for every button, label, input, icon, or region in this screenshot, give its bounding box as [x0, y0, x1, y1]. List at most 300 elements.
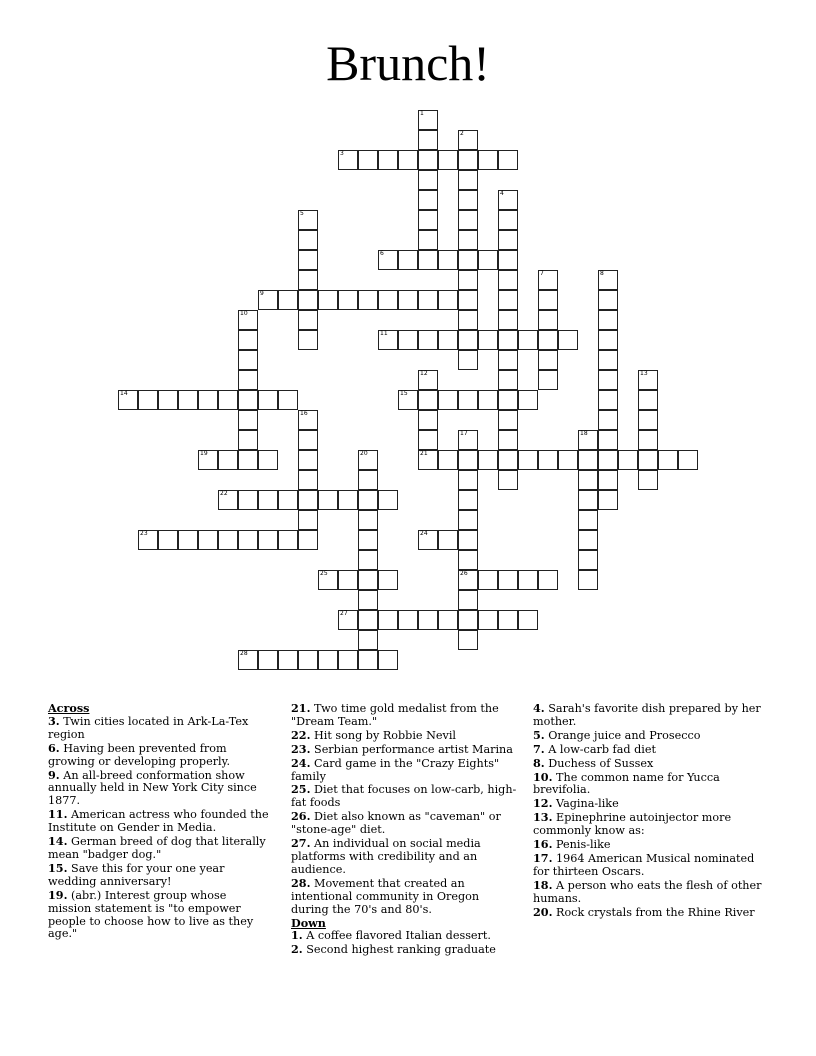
grid-cell[interactable]	[358, 490, 378, 510]
grid-cell[interactable]	[238, 350, 258, 370]
grid-cell[interactable]	[398, 290, 418, 310]
grid-cell[interactable]	[458, 170, 478, 190]
clue-text: The common name for Yucca brevifolia.	[533, 770, 720, 797]
grid-cell[interactable]	[598, 290, 618, 310]
clue-item	[533, 811, 763, 838]
grid-cell[interactable]	[238, 430, 258, 450]
clue-item	[291, 757, 519, 784]
grid-cell[interactable]	[458, 190, 478, 210]
grid-cell[interactable]	[478, 610, 498, 630]
grid-cell[interactable]	[438, 330, 458, 350]
clue-number-label: 9.	[48, 767, 60, 782]
grid-cell[interactable]	[358, 550, 378, 570]
grid-cell[interactable]	[478, 150, 498, 170]
clue-number: 5	[300, 210, 304, 217]
clue-number-label: 8.	[533, 755, 545, 770]
grid-cell[interactable]	[358, 290, 378, 310]
grid-cell[interactable]	[578, 510, 598, 530]
clue-number-label: 1.	[291, 928, 303, 943]
grid-cell[interactable]	[218, 490, 238, 510]
grid-cell[interactable]	[358, 590, 378, 610]
grid-cell[interactable]	[478, 450, 498, 470]
page-title: Brunch!	[326, 35, 490, 91]
clue-text: A coffee flavored Italian dessert.	[302, 929, 491, 943]
grid-cell[interactable]	[478, 390, 498, 410]
grid-cell[interactable]	[298, 470, 318, 490]
grid-cell[interactable]	[598, 370, 618, 390]
clue-text: A person who eats the flesh of other humans.	[533, 878, 762, 905]
clue-item	[48, 769, 270, 809]
grid-cell[interactable]	[498, 330, 518, 350]
grid-cell[interactable]	[398, 250, 418, 270]
grid-cell[interactable]	[458, 250, 478, 270]
grid-cell[interactable]	[298, 290, 318, 310]
clue-number-label: 10.	[533, 769, 553, 784]
clue-number: 18	[580, 430, 588, 437]
clue-number-label: 22.	[291, 727, 311, 742]
clue-item	[533, 702, 763, 729]
grid-cell[interactable]	[458, 550, 478, 570]
grid-cell[interactable]	[438, 530, 458, 550]
clue-number: 8	[600, 270, 604, 277]
grid-cell[interactable]	[258, 450, 278, 470]
grid-cell[interactable]	[438, 390, 458, 410]
grid-cell[interactable]	[418, 450, 438, 470]
grid-cell[interactable]	[418, 170, 438, 190]
grid-cell[interactable]	[498, 190, 518, 210]
clue-text: (abr.) Interest group whose mission statement is "to empower people to choose how to live as they age."	[48, 888, 254, 941]
grid-cell[interactable]	[498, 210, 518, 230]
grid-cell[interactable]	[338, 290, 358, 310]
clue-item	[533, 757, 763, 771]
grid-cell[interactable]	[538, 570, 558, 590]
clue-text: Having been prevented from growing or developing properly.	[48, 741, 231, 768]
grid-cell[interactable]	[418, 250, 438, 270]
grid-cell[interactable]	[378, 150, 398, 170]
grid-cell[interactable]	[298, 430, 318, 450]
grid-cell[interactable]	[218, 530, 238, 550]
grid-cell[interactable]	[358, 150, 378, 170]
grid-cell[interactable]	[518, 330, 538, 350]
grid-cell[interactable]	[278, 650, 298, 670]
clue-text: Diet also known as "caveman" or "stone-age" diet.	[291, 810, 501, 837]
clue-number-label: 4.	[533, 701, 545, 715]
grid-cell[interactable]	[598, 490, 618, 510]
clue-text: Orange juice and Prosecco	[544, 728, 701, 742]
clue-text: Second highest ranking graduate	[302, 943, 496, 957]
grid-cell[interactable]	[498, 370, 518, 390]
grid-cell[interactable]	[578, 530, 598, 550]
grid-cell[interactable]	[418, 130, 438, 150]
clue-item	[533, 879, 763, 906]
grid-cell[interactable]	[498, 390, 518, 410]
grid-cell[interactable]	[538, 310, 558, 330]
clue-item	[291, 877, 519, 917]
grid-cell[interactable]	[478, 570, 498, 590]
grid-cell[interactable]	[638, 410, 658, 430]
grid-cell[interactable]	[378, 490, 398, 510]
grid-cell[interactable]	[378, 250, 398, 270]
clue-text: American actress who founded the Institute on Gender in Media.	[48, 808, 269, 835]
grid-cell[interactable]	[458, 230, 478, 250]
grid-cell[interactable]	[458, 310, 478, 330]
clue-number-label: 2.	[291, 942, 303, 957]
grid-cell[interactable]	[458, 570, 478, 590]
clues-column-2	[291, 702, 519, 957]
clues-column-3	[533, 702, 763, 920]
grid-cell[interactable]	[518, 450, 538, 470]
grid-cell[interactable]	[318, 570, 338, 590]
grid-cell[interactable]	[458, 490, 478, 510]
grid-cell[interactable]	[318, 490, 338, 510]
grid-cell[interactable]	[598, 390, 618, 410]
clue-text: Hit song by Robbie Nevil	[310, 728, 456, 742]
grid-cell[interactable]	[538, 290, 558, 310]
grid-cell[interactable]	[138, 390, 158, 410]
grid-cell[interactable]	[358, 470, 378, 490]
grid-cell[interactable]	[458, 330, 478, 350]
grid-cell[interactable]	[298, 490, 318, 510]
clue-number: 14	[120, 390, 128, 397]
grid-cell[interactable]	[578, 450, 598, 470]
grid-cell[interactable]	[458, 130, 478, 150]
grid-cell[interactable]	[458, 150, 478, 170]
grid-cell[interactable]	[178, 390, 198, 410]
grid-cell[interactable]	[418, 210, 438, 230]
clue-number: 4	[500, 190, 504, 197]
grid-cell[interactable]	[538, 270, 558, 290]
clue-text: Rock crystals from the Rhine River	[552, 905, 755, 919]
clue-number: 13	[640, 370, 648, 377]
grid-cell[interactable]	[178, 530, 198, 550]
grid-cell[interactable]	[458, 590, 478, 610]
grid-cell[interactable]	[638, 470, 658, 490]
grid-cell[interactable]	[498, 350, 518, 370]
grid-cell[interactable]	[498, 290, 518, 310]
clue-number-label: 19.	[48, 887, 68, 902]
clue-item	[291, 810, 519, 837]
clue-text: Vagina-like	[552, 797, 619, 811]
clue-number: 25	[320, 570, 328, 577]
grid-cell[interactable]	[358, 610, 378, 630]
grid-cell[interactable]	[278, 490, 298, 510]
grid-cell[interactable]	[598, 330, 618, 350]
grid-cell[interactable]	[338, 490, 358, 510]
grid-cell[interactable]	[238, 330, 258, 350]
grid-cell[interactable]	[378, 650, 398, 670]
grid-cell[interactable]	[678, 450, 698, 470]
grid-cell[interactable]	[418, 330, 438, 350]
grid-cell[interactable]	[498, 230, 518, 250]
grid-cell[interactable]	[638, 430, 658, 450]
clue-text: An all-breed conformation show annually held in New York City since 1877.	[48, 768, 257, 808]
grid-cell[interactable]	[598, 310, 618, 330]
grid-cell[interactable]	[358, 630, 378, 650]
clue-item	[291, 729, 519, 743]
grid-cell[interactable]	[458, 270, 478, 290]
grid-cell[interactable]	[578, 550, 598, 570]
grid-cell[interactable]	[358, 450, 378, 470]
grid-cell[interactable]	[258, 650, 278, 670]
grid-cell[interactable]	[338, 150, 358, 170]
clue-item	[48, 835, 270, 862]
clue-number-label: 16.	[533, 837, 553, 852]
grid-cell[interactable]	[298, 330, 318, 350]
grid-cell[interactable]	[318, 650, 338, 670]
clue-text: Sarah's favorite dish prepared by her mother.	[533, 702, 761, 728]
clue-number: 16	[300, 410, 308, 417]
grid-cell[interactable]	[498, 470, 518, 490]
grid-cell[interactable]	[258, 390, 278, 410]
grid-cell[interactable]	[438, 150, 458, 170]
grid-cell[interactable]	[598, 450, 618, 470]
grid-cell[interactable]	[298, 410, 318, 430]
grid-cell[interactable]	[378, 290, 398, 310]
grid-cell[interactable]	[558, 330, 578, 350]
grid-cell[interactable]	[458, 210, 478, 230]
grid-cell[interactable]	[338, 650, 358, 670]
grid-cell[interactable]	[458, 510, 478, 530]
grid-cell[interactable]	[598, 270, 618, 290]
clue-item	[533, 771, 763, 798]
grid-cell[interactable]	[258, 290, 278, 310]
grid-cell[interactable]	[298, 310, 318, 330]
grid-cell[interactable]	[378, 610, 398, 630]
grid-cell[interactable]	[498, 310, 518, 330]
clue-text: Twin cities located in Ark-La-Tex region	[48, 714, 249, 741]
grid-cell[interactable]	[198, 450, 218, 470]
clue-text: Penis-like	[552, 838, 611, 852]
grid-cell[interactable]	[418, 370, 438, 390]
grid-cell[interactable]	[458, 450, 478, 470]
grid-cell[interactable]	[418, 290, 438, 310]
grid-cell[interactable]	[498, 250, 518, 270]
grid-cell[interactable]	[158, 390, 178, 410]
grid-cell[interactable]	[418, 390, 438, 410]
grid-cell[interactable]	[638, 370, 658, 390]
grid-cell[interactable]	[598, 470, 618, 490]
grid-cell[interactable]	[638, 390, 658, 410]
grid-cell[interactable]	[598, 350, 618, 370]
grid-cell[interactable]	[598, 410, 618, 430]
clue-number-label: 15.	[48, 860, 68, 875]
grid-cell[interactable]	[598, 430, 618, 450]
grid-cell[interactable]	[638, 450, 658, 470]
grid-cell[interactable]	[358, 530, 378, 550]
grid-cell[interactable]	[458, 530, 478, 550]
grid-cell[interactable]	[358, 570, 378, 590]
grid-cell[interactable]	[358, 510, 378, 530]
grid-cell[interactable]	[498, 150, 518, 170]
clue-item	[291, 929, 519, 943]
clue-number-label: 24.	[291, 755, 311, 770]
clue-number: 23	[140, 530, 148, 537]
grid-cell[interactable]	[438, 450, 458, 470]
grid-cell[interactable]	[258, 530, 278, 550]
clue-text: 1964 American Musical nominated for thirteen Oscars.	[533, 851, 755, 878]
grid-cell[interactable]	[618, 450, 638, 470]
clue-text: Movement that created an intentional community in Oregon during the 70's and 80's.	[291, 876, 480, 916]
grid-cell[interactable]	[238, 530, 258, 550]
grid-cell[interactable]	[538, 330, 558, 350]
grid-cell[interactable]	[578, 490, 598, 510]
grid-cell[interactable]	[418, 610, 438, 630]
clue-number: 22	[220, 490, 228, 497]
grid-cell[interactable]	[138, 530, 158, 550]
clue-number-label: 5.	[533, 727, 545, 742]
grid-cell[interactable]	[198, 390, 218, 410]
clue-text: Duchess of Sussex	[544, 756, 654, 770]
grid-cell[interactable]	[358, 650, 378, 670]
clue-text: Epinephrine autoinjector more commonly know as:	[533, 811, 732, 838]
clues-column-1	[48, 702, 270, 941]
grid-cell[interactable]	[578, 570, 598, 590]
grid-cell[interactable]	[238, 650, 258, 670]
clue-text: Card game in the "Crazy Eights" family	[291, 756, 500, 783]
grid-cell[interactable]	[318, 290, 338, 310]
clue-number: 15	[400, 390, 408, 397]
clue-number-label: 14.	[48, 834, 68, 849]
clue-item	[48, 715, 270, 742]
clue-number: 2	[460, 130, 464, 137]
clue-number-label: 6.	[48, 740, 60, 755]
grid-cell[interactable]	[238, 390, 258, 410]
clue-number: 26	[460, 570, 468, 577]
grid-cell[interactable]	[558, 450, 578, 470]
grid-cell[interactable]	[398, 330, 418, 350]
grid-cell[interactable]	[238, 410, 258, 430]
grid-cell[interactable]	[438, 250, 458, 270]
clue-text: German breed of dog that literally mean "badger dog."	[48, 835, 266, 861]
grid-cell[interactable]	[298, 230, 318, 250]
clue-text: Two time gold medalist from the "Dream Team."	[291, 702, 499, 728]
grid-cell[interactable]	[398, 150, 418, 170]
grid-cell[interactable]	[238, 490, 258, 510]
grid-cell[interactable]	[258, 490, 278, 510]
grid-cell[interactable]	[498, 450, 518, 470]
clue-number: 10	[240, 310, 248, 317]
grid-cell[interactable]	[298, 510, 318, 530]
grid-cell[interactable]	[458, 610, 478, 630]
grid-cell[interactable]	[418, 530, 438, 550]
clue-item	[533, 797, 763, 811]
grid-cell[interactable]	[238, 450, 258, 470]
grid-cell[interactable]	[218, 450, 238, 470]
grid-cell[interactable]	[278, 390, 298, 410]
grid-cell[interactable]	[378, 330, 398, 350]
grid-cell[interactable]	[498, 410, 518, 430]
clue-item	[48, 742, 270, 769]
grid-cell[interactable]	[298, 530, 318, 550]
clue-text: An individual on social media platforms with credibility and an audience.	[291, 837, 481, 876]
grid-cell[interactable]	[158, 530, 178, 550]
grid-cell[interactable]	[478, 330, 498, 350]
clue-number: 21	[420, 450, 428, 457]
grid-cell[interactable]	[418, 410, 438, 430]
grid-cell[interactable]	[498, 570, 518, 590]
grid-cell[interactable]	[458, 350, 478, 370]
grid-cell[interactable]	[238, 310, 258, 330]
clue-item	[533, 743, 763, 757]
grid-cell[interactable]	[298, 450, 318, 470]
grid-cell[interactable]	[538, 350, 558, 370]
clue-number: 11	[380, 330, 388, 337]
clue-text: Save this for your one year wedding anniversary!	[48, 861, 225, 888]
grid-cell[interactable]	[338, 570, 358, 590]
grid-cell[interactable]	[418, 190, 438, 210]
grid-cell[interactable]	[518, 570, 538, 590]
clue-item	[291, 837, 519, 877]
grid-cell[interactable]	[578, 430, 598, 450]
clue-number: 28	[240, 650, 248, 657]
grid-cell[interactable]	[438, 290, 458, 310]
grid-cell[interactable]	[458, 430, 478, 450]
grid-cell[interactable]	[298, 650, 318, 670]
clue-number: 24	[420, 530, 428, 537]
clue-number: 1	[420, 110, 424, 117]
grid-cell[interactable]	[458, 630, 478, 650]
clue-item	[48, 862, 270, 889]
clue-number: 3	[340, 150, 344, 157]
grid-cell[interactable]	[398, 610, 418, 630]
grid-cell[interactable]	[658, 450, 678, 470]
grid-cell[interactable]	[298, 210, 318, 230]
clue-number-label: 28.	[291, 875, 311, 890]
grid-cell[interactable]	[418, 430, 438, 450]
grid-cell[interactable]	[458, 390, 478, 410]
grid-cell[interactable]	[418, 110, 438, 130]
grid-cell[interactable]	[458, 290, 478, 310]
clue-item	[533, 906, 763, 920]
clue-number-label: 11.	[48, 807, 68, 822]
grid-cell[interactable]	[518, 390, 538, 410]
grid-cell[interactable]	[518, 610, 538, 630]
grid-cell[interactable]	[458, 470, 478, 490]
clue-number-label: 7.	[533, 741, 545, 756]
grid-cell[interactable]	[298, 270, 318, 290]
grid-cell[interactable]	[498, 430, 518, 450]
grid-cell[interactable]	[198, 530, 218, 550]
grid-cell[interactable]	[118, 390, 138, 410]
grid-cell[interactable]	[238, 370, 258, 390]
grid-cell[interactable]	[478, 250, 498, 270]
clue-number-label: 25.	[291, 782, 311, 797]
grid-cell[interactable]	[298, 250, 318, 270]
grid-cell[interactable]	[398, 390, 418, 410]
clue-number: 7	[540, 270, 544, 277]
clue-item	[291, 783, 519, 810]
grid-cell[interactable]	[278, 290, 298, 310]
clue-number-label: 20.	[533, 904, 553, 919]
grid-cell[interactable]	[438, 610, 458, 630]
grid-cell[interactable]	[418, 150, 438, 170]
clue-item	[48, 808, 270, 835]
clue-number: 9	[260, 290, 264, 297]
grid-cell[interactable]	[338, 610, 358, 630]
grid-cell[interactable]	[538, 370, 558, 390]
clue-number: 27	[340, 610, 348, 617]
grid-cell[interactable]	[538, 450, 558, 470]
grid-cell[interactable]	[498, 610, 518, 630]
clue-text: Diet that focuses on low-carb, high-fat foods	[291, 783, 517, 810]
clue-number-label: 3.	[48, 713, 60, 728]
grid-cell[interactable]	[578, 470, 598, 490]
grid-cell[interactable]	[418, 230, 438, 250]
grid-cell[interactable]	[498, 270, 518, 290]
grid-cell[interactable]	[218, 390, 238, 410]
grid-cell[interactable]	[278, 530, 298, 550]
grid-cell[interactable]	[378, 570, 398, 590]
